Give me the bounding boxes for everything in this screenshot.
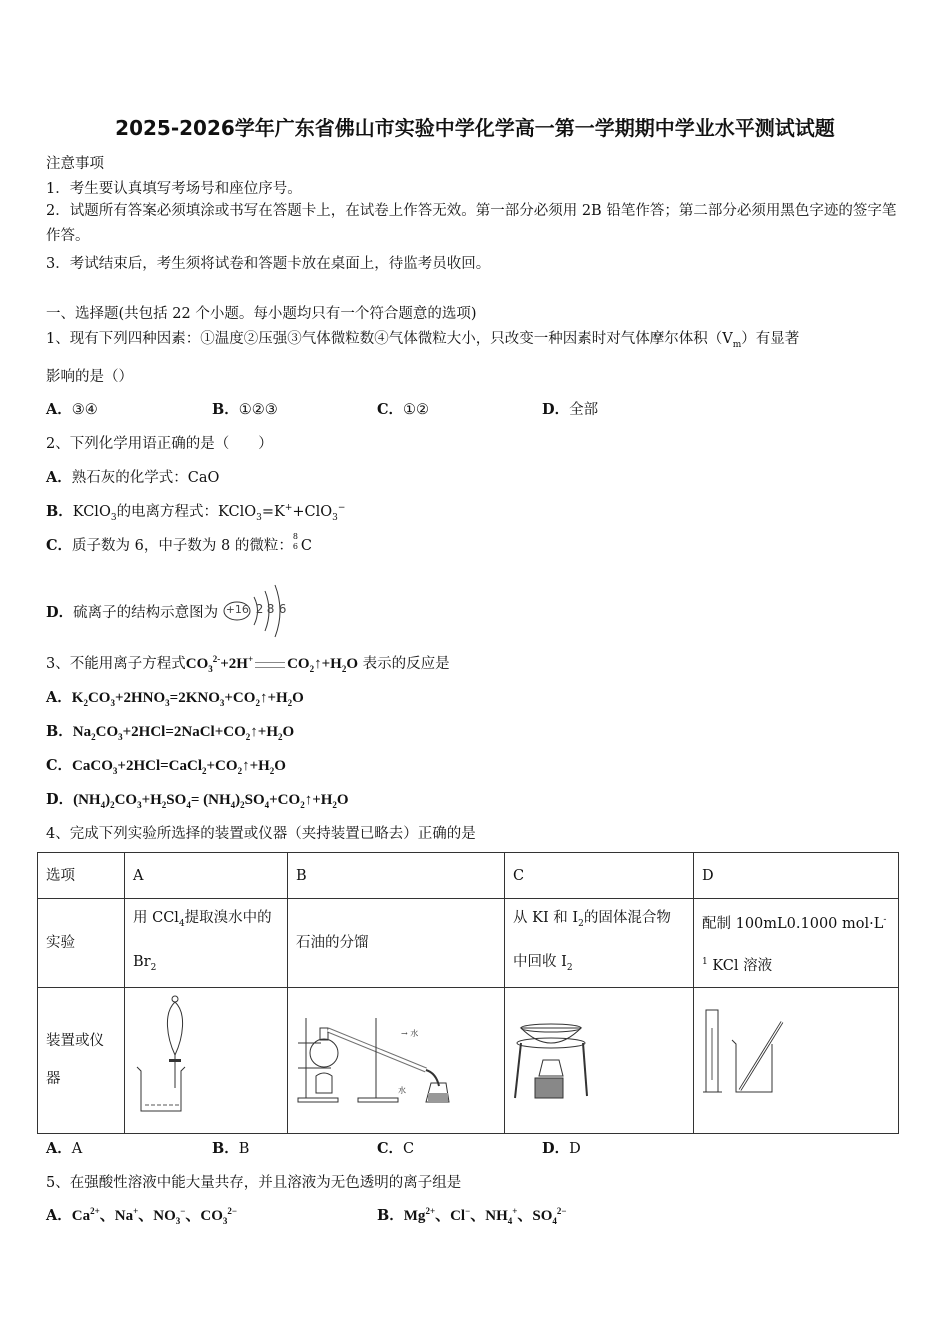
- q1-option-d[interactable]: [542, 398, 598, 419]
- q2-stem: 2、下列化学用语正确的是（ ）: [46, 436, 273, 452]
- q4-option-c[interactable]: [377, 1137, 414, 1158]
- option-text: 硫离子的结构示意图为: [73, 605, 219, 621]
- ion-list: $Ca^{2+}$、Na+、$NO_3^-$、$CO_3^{2-}$: [71, 1206, 238, 1226]
- option-label: B．: [46, 503, 73, 520]
- shell-electrons-3: 6: [278, 602, 287, 616]
- experiment-table: [37, 852, 899, 1134]
- atomic-number: 6: [292, 542, 298, 551]
- evaporating-dish-tripod-icon: [513, 998, 603, 1108]
- formula: =K: [261, 504, 285, 520]
- notice-heading: 注意事项: [46, 156, 104, 172]
- q5-option-b[interactable]: [377, 1204, 567, 1226]
- q3-stem: [46, 652, 450, 674]
- nuclide-notation: [292, 532, 301, 551]
- notice-item-3: 3．考试结束后，考生须将试卷和答题卡放在桌面上，待监考员收回。: [46, 256, 491, 272]
- superscript: -1: [702, 915, 887, 967]
- experiment-c: [505, 899, 694, 988]
- option-label: B．: [377, 1207, 404, 1224]
- formula: KClO: [72, 504, 111, 520]
- option-label: A．: [46, 469, 72, 486]
- notice-item-2: 2．试题所有答案必须填涂或书写在答题卡上，在试卷上作答无效。第一部分必须用 2B 铅笔作答；第二部分必须用黑色字迹的签字笔作答。: [46, 203, 897, 244]
- option-label: C．: [46, 757, 73, 774]
- column-header-a: A: [125, 853, 288, 899]
- experiment-b: 石油的分馏: [288, 899, 505, 988]
- q1-option-b[interactable]: [212, 398, 278, 419]
- cell-text: 配制 100mL0.1000 mol·L: [702, 915, 884, 932]
- q1-stem-end: ）有显著: [741, 331, 800, 347]
- shell-electrons-2: 8: [266, 602, 275, 616]
- table-row-experiment: [38, 899, 899, 988]
- apparatus-b: [288, 987, 505, 1133]
- row-header: 实验: [38, 899, 125, 988]
- option-label: C．: [377, 1140, 404, 1157]
- option-label: D．: [46, 791, 74, 808]
- option-label: B．: [212, 401, 239, 418]
- option-text: ③④: [71, 402, 98, 418]
- column-header-d: D: [694, 853, 899, 899]
- option-text: 的电离方程式：KClO: [116, 504, 257, 520]
- option-label: D．: [542, 401, 570, 418]
- q2-option-c[interactable]: [46, 534, 312, 555]
- subscript: 2: [566, 962, 573, 973]
- option-label: A．: [46, 401, 72, 418]
- q5-stem: 5、在强酸性溶液中能大量共存，并且溶液为无色透明的离子组是: [46, 1175, 462, 1191]
- column-header-c: C: [505, 853, 694, 899]
- q4-option-b[interactable]: [212, 1137, 249, 1158]
- option-label: A．: [46, 1207, 72, 1224]
- separatory-funnel-beaker-icon: [133, 993, 213, 1113]
- sulfur-ion-structure-diagram: [223, 583, 293, 639]
- subscript: 2: [150, 962, 157, 973]
- option-label: D．: [46, 604, 74, 621]
- option-label: C．: [46, 537, 73, 554]
- experiment-a: [125, 899, 288, 988]
- mass-number: 8: [292, 532, 298, 541]
- shell-electrons-1: 2: [255, 602, 264, 616]
- apparatus-a: [125, 987, 288, 1133]
- q2-option-d[interactable]: [46, 585, 293, 641]
- option-text: A: [71, 1141, 83, 1157]
- column-header-b: B: [288, 853, 505, 899]
- q4-option-a[interactable]: [46, 1137, 82, 1158]
- q3-stem-suffix: 表示的反应是: [362, 656, 450, 672]
- q3-stem-prefix: 3、不能用离子方程式: [46, 656, 186, 672]
- cell-text: KCl 溶液: [707, 957, 773, 974]
- option-label: C．: [377, 401, 404, 418]
- option-text: B: [238, 1141, 250, 1157]
- subscript: 3: [332, 512, 338, 523]
- distillation-setup-icon: [296, 998, 476, 1108]
- equals-sign-icon: [255, 662, 285, 668]
- subscript: 4: [178, 918, 185, 929]
- option-text: C: [403, 1141, 415, 1157]
- option-text: ①②③: [238, 402, 278, 418]
- option-label: B．: [212, 1140, 239, 1157]
- option-text: ①②: [403, 402, 430, 418]
- q1-stem-text: 1、现有下列四种因素：①温度②压强③气体微粒数④气体微粒大小，只改变一种因素时对气体摩尔体积（V: [46, 331, 733, 347]
- equation: $(NH_4)_2CO_3+H_2SO_4=$ $(NH_4)_2SO_4+CO_2↑+H_2O$: [73, 792, 349, 810]
- q4-option-d[interactable]: [542, 1137, 581, 1158]
- experiment-d: [694, 899, 899, 988]
- q3-option-b[interactable]: [46, 720, 294, 742]
- cell-text: 的固体混合物中回收 I: [513, 910, 671, 970]
- svg-text:→ 水: → 水: [401, 1028, 419, 1038]
- q3-option-d[interactable]: [46, 788, 349, 810]
- superscript: +: [284, 503, 293, 514]
- equation: $K_2CO_3+2HNO_3=2KNO_3+CO_2↑+H_2O$: [71, 690, 304, 708]
- ionic-equation: $CO_3^{2-}+2H^+$ $CO_2↑+H_2O$: [185, 654, 358, 674]
- element-symbol: C: [300, 538, 312, 554]
- option-text: D: [569, 1141, 581, 1157]
- cell-text: 用 CCl: [133, 910, 179, 926]
- equation: $CaCO_3+2HCl=CaCl_2+CO_2↑+H_2O$: [72, 758, 286, 776]
- option-label: A．: [46, 1140, 72, 1157]
- q2-option-b[interactable]: [46, 500, 345, 523]
- svg-text:水: 水: [398, 1085, 406, 1095]
- q2-option-a[interactable]: [46, 466, 219, 487]
- option-text: 质子数为 6，中子数为 8 的微粒：: [72, 538, 293, 554]
- q1-option-c[interactable]: [377, 398, 429, 419]
- option-label: D．: [542, 1140, 570, 1157]
- section-heading: 一、选择题(共包括 22 个小题。每小题均只有一个符合题意的选项): [46, 306, 477, 322]
- superscript: −: [337, 503, 346, 514]
- table-row-apparatus: [38, 987, 899, 1133]
- notice-item-1: 1．考生要认真填写考场号和座位序号。: [46, 181, 302, 197]
- cell-text: 提取溴水中的 Br: [133, 910, 272, 970]
- q4-stem: 4、完成下列实验所选择的装置或仪器（夹持装置已略去）正确的是: [46, 826, 476, 842]
- option-label: B．: [46, 723, 73, 740]
- row-header: 装置或仪器: [38, 987, 125, 1133]
- graduated-cylinder-beaker-rod-icon: [702, 1008, 792, 1098]
- q1-subscript: m: [732, 339, 742, 350]
- cell-text: 从 KI 和 I: [513, 910, 579, 926]
- q1-stem: [46, 327, 799, 350]
- q1-stem-line2: 影响的是（）: [46, 369, 133, 385]
- subscript: 2: [578, 918, 584, 929]
- nucleus-charge: +16: [225, 603, 249, 616]
- q3-option-a[interactable]: [46, 686, 304, 708]
- ion-list: $Mg^{2+}$、Cl−、$NH_4^+$、$SO_4^{2-}$: [403, 1206, 567, 1226]
- apparatus-c: [505, 987, 694, 1133]
- subscript: 3: [110, 512, 117, 523]
- formula: +ClO: [292, 504, 333, 520]
- apparatus-d: [694, 987, 899, 1133]
- q1-option-a[interactable]: [46, 398, 98, 419]
- option-label: A．: [46, 689, 72, 706]
- table-row-options: [38, 853, 899, 899]
- option-text: 熟石灰的化学式：CaO: [71, 470, 220, 486]
- q3-option-c[interactable]: [46, 754, 286, 776]
- exam-title: 2025-2026学年广东省佛山市实验中学化学高一第一学期期中学业水平测试试题: [115, 116, 835, 140]
- row-header: 选项: [38, 853, 125, 899]
- subscript: 3: [256, 512, 262, 523]
- option-text: 全部: [569, 402, 599, 418]
- equation: $Na_2CO_3+2HCl=2NaCl+CO_2↑+H_2O$: [72, 724, 295, 742]
- q5-option-a[interactable]: [46, 1204, 237, 1226]
